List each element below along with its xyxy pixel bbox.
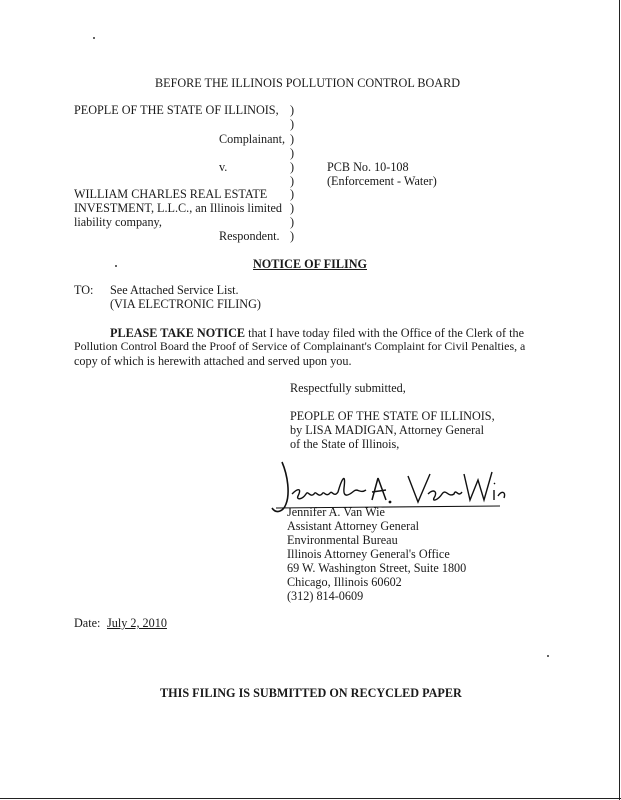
caption-paren: ): [290, 201, 295, 215]
closing-state: of the State of Illinois,: [290, 437, 400, 451]
to-label: TO:: [74, 283, 94, 297]
caption-paren: ): [290, 187, 295, 201]
signer-bureau: Environmental Bureau: [287, 533, 398, 547]
scan-speck: [547, 655, 549, 657]
defendant-line-2: INVESTMENT, L.L.C., an Illinois limited: [74, 201, 282, 215]
scan-speck: [115, 265, 117, 267]
case-type: (Enforcement - Water): [327, 174, 437, 188]
date-label: Date:: [74, 616, 101, 630]
respondent-label: Respondent.: [219, 229, 280, 243]
body-line-1: [110, 327, 524, 339]
caption-paren: ): [290, 103, 295, 117]
scan-edge-right: [619, 0, 620, 800]
plaintiff-name: PEOPLE OF THE STATE OF ILLINOIS,: [74, 103, 279, 117]
caption-paren: ): [290, 215, 295, 229]
defendant-line-3: liability company,: [74, 215, 162, 229]
caption-paren: ): [290, 174, 295, 188]
signer-office: Illinois Attorney General's Office: [287, 547, 450, 561]
notice-lead: PLEASE TAKE NOTICE: [110, 326, 246, 340]
signer-title: Assistant Attorney General: [287, 519, 420, 533]
scan-edge-bottom: [0, 798, 621, 799]
date-value: July 2, 2010: [107, 616, 167, 630]
respectfully-submitted: Respectfully submitted,: [290, 381, 406, 395]
closing-by: by LISA MADIGAN, Attorney General: [290, 423, 484, 437]
signer-street: 69 W. Washington Street, Suite 1800: [287, 561, 467, 575]
signer-city: Chicago, Illinois 60602: [287, 575, 402, 589]
case-number: PCB No. 10-108: [327, 160, 409, 174]
signer-name: Jennifer A. Van Wie: [287, 505, 385, 519]
body-line-2: Pollution Control Board the Proof of Service of Complainant's Complaint for Civil Penalties, a: [74, 339, 526, 353]
caption-paren: ): [290, 229, 295, 243]
to-line-2: (VIA ELECTRONIC FILING): [110, 297, 261, 311]
caption-paren: ): [290, 132, 295, 146]
scan-speck: [93, 37, 95, 39]
caption-paren: ): [290, 117, 295, 131]
to-line-1: See Attached Service List.: [110, 283, 239, 297]
document-heading: BEFORE THE ILLINOIS POLLUTION CONTROL BOARD: [155, 76, 461, 90]
closing-people: PEOPLE OF THE STATE OF ILLINOIS,: [290, 409, 495, 423]
notice-title: NOTICE OF FILING: [253, 257, 367, 271]
body-line-1-rest: that I have today filed with the Office of the Clerk of the: [245, 326, 524, 340]
caption-paren: ): [290, 160, 295, 174]
signer-phone: (312) 814-0609: [287, 589, 364, 603]
defendant-line-1: WILLIAM CHARLES REAL ESTATE: [74, 187, 268, 201]
complainant-label: Complainant,: [219, 132, 286, 146]
recycled-paper-footer: THIS FILING IS SUBMITTED ON RECYCLED PAPER: [160, 686, 462, 700]
body-line-3: copy of which is herewith attached and served upon you.: [74, 354, 352, 368]
versus-label: v.: [219, 160, 228, 174]
caption-paren: ): [290, 146, 295, 160]
